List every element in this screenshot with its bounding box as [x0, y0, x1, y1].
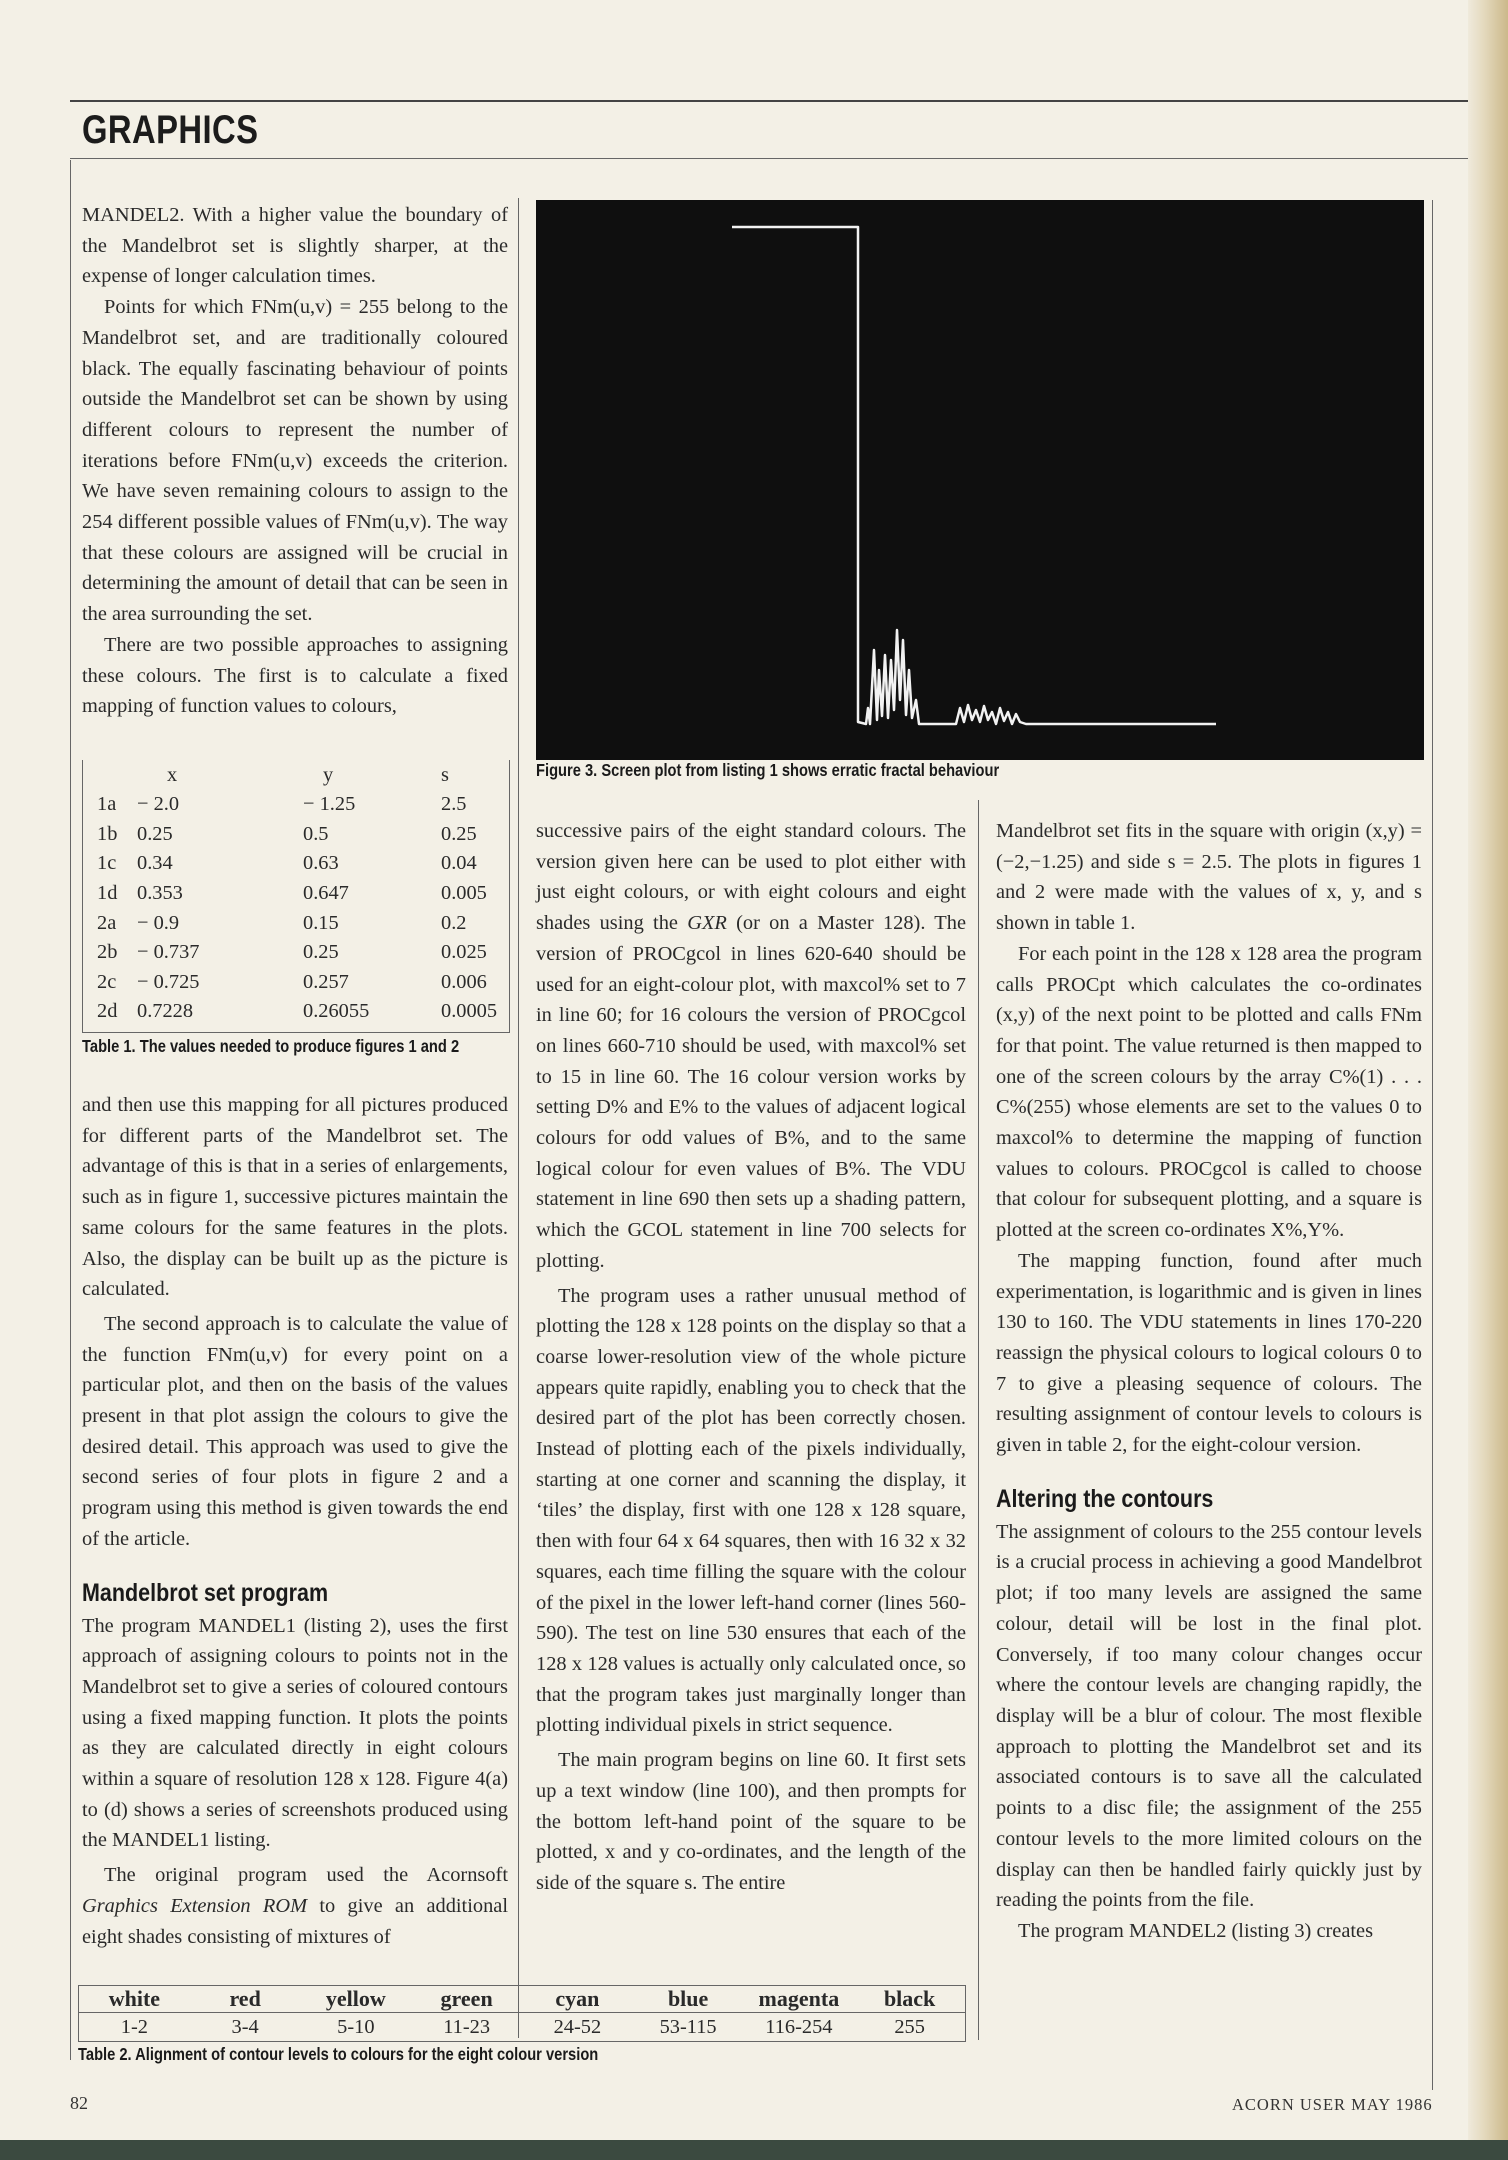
table-cell: 2b — [97, 941, 118, 964]
paragraph: The mapping function, found after much experimentation, is logarithmic and is given in lines 130 to 160. The VDU statements in lines 170-220 reassign the physical colours to logical colours 0 to 7 to give a pleasing sequence of colours. The resulting assignment of contour levels to colours is given in table 2, for the eight-colour version. — [996, 1249, 1422, 1457]
table-cell: 0.5 — [303, 822, 329, 845]
table-header-row — [79, 1986, 965, 2013]
table-cell: 0.25 — [137, 822, 173, 845]
table-row — [83, 790, 509, 820]
table-cell: − 0.725 — [137, 970, 200, 993]
table-cell: 0.2 — [441, 911, 467, 934]
table-cell: − 2.0 — [137, 793, 180, 816]
table-cell: 1c — [97, 852, 117, 875]
table-header: white — [79, 1986, 190, 2013]
page-bottom-edge — [0, 2140, 1508, 2160]
paragraph: The program MANDEL2 (listing 3) creates — [1018, 1919, 1374, 1942]
table-cell: 2.5 — [441, 793, 467, 816]
table-cell: − 0.737 — [137, 941, 200, 964]
table-cell: 0.26055 — [303, 1000, 370, 1023]
paragraph: Points for which FNm(u,v) = 255 belong to the Mandelbrot set, and are traditionally coloured black. The equally fascinating behaviour of points outside the Mandelbrot set can be shown by using different colours to represent the number of iterations before FNm(u,v) exceeds the criterion. We have seven remaining colours to assign to the 254 different possible values of FNm(u,v). The way that these colours are assigned will be crucial in determining the amount of detail that can be seen in the area surrounding the set. — [82, 296, 508, 626]
table-cell: 2c — [97, 970, 117, 993]
column-divider — [518, 198, 519, 2038]
left-margin-rule — [70, 160, 71, 2060]
table-2-caption: Table 2. Alignment of contour levels to colours for the eight colour version — [78, 2044, 599, 2064]
column-2 — [536, 816, 966, 1899]
page-number: 82 — [70, 2093, 88, 2113]
table-cell: 3-4 — [231, 2015, 259, 2038]
table-header: green — [411, 1986, 522, 2013]
table-header: red — [190, 1986, 301, 2013]
table-cell: 2d — [97, 1000, 118, 1023]
magazine-issue: ACORN USER MAY 1986 — [1232, 2095, 1433, 2114]
table-header: blue — [633, 1986, 744, 2013]
column-1-bottom — [82, 1090, 508, 1952]
table-row — [83, 968, 509, 998]
table-cell: 1d — [97, 882, 118, 905]
table-cell: 11-23 — [443, 2015, 491, 2038]
fractal-plot — [536, 200, 1424, 760]
column-3 — [996, 816, 1422, 1947]
paragraph: The main program begins on line 60. It first sets up a text window (line 100), and then prompts for the bottom left-hand point of the square to be plotted, x and y co-ordinates, and the length of the side of the square s. The entire — [536, 1749, 966, 1894]
table-cell: 0.25 — [441, 822, 477, 845]
paragraph: The original program used the Acornsoft Graphics Extension ROM to give an additional eight shades consisting of mixtures of — [82, 1864, 508, 1948]
table-header: y — [323, 763, 334, 786]
table-header — [83, 760, 133, 790]
paragraph: successive pairs of the eight standard colours. The version given here can be used to plot either with just eight colours, or with eight colours and eight shades using the GXR (or on a Master 128). The version of PROCgcol in lines 620-640 should be used for an eight-colour plot, with maxcol% set to 7 in line 60; for 16 colours the version of PROCgcol on lines 660-710 should be used, with maxcol% set to 15 in line 60. The 16 colour version works by setting D% and E% to the values of adjacent logical colours for odd values of B%, and to the same logical colour for even values of B%. The VDU statement in line 690 then sets up a shading pattern, which the GCOL statement in line 700 selects for plotting. — [536, 820, 966, 1272]
paragraph: Mandelbrot set fits in the square with origin (x,y) = (−2,−1.25) and side s = 2.5. The plots in figures 1 and 2 were made with the values of x, y, and s shown in table 1. — [996, 820, 1422, 935]
table-cell: 0.25 — [303, 941, 339, 964]
table-header: s — [441, 763, 449, 786]
table-cell: 255 — [894, 2015, 925, 2038]
table-cell: 53-115 — [659, 2015, 717, 2038]
table-cell: 116-254 — [765, 2015, 833, 2038]
table-header: black — [854, 1986, 965, 2013]
table-cell: 0.005 — [441, 882, 487, 905]
paragraph: The program MANDEL1 (listing 2), uses the first approach of assigning colours to points not in the Mandelbrot set to give a series of coloured contours using a fixed mapping function. It plots the points as they are calculated directly in eight colours within a square of resolution 128 x 128. Figure 4(a) to (d) shows a series of screenshots produced using the MANDEL1 listing. — [82, 1614, 508, 1852]
table-header: magenta — [744, 1986, 855, 2013]
table-cell: 5-10 — [337, 2015, 375, 2038]
table-row — [79, 2013, 965, 2042]
table-cell: 0.0005 — [441, 1000, 498, 1023]
table-row — [83, 938, 509, 968]
subheading: Altering the contours — [996, 1484, 1214, 1513]
table-cell: 0.34 — [137, 852, 173, 875]
table-cell: − 0.9 — [137, 911, 180, 934]
table-cell: 24-52 — [553, 2015, 602, 2038]
section-title: GRAPHICS — [82, 108, 259, 152]
table-cell: 0.025 — [441, 941, 487, 964]
table-cell: 0.647 — [303, 882, 349, 905]
page-edge-shadow — [1468, 0, 1508, 2160]
column-divider — [1432, 200, 1433, 2090]
table-cell: 1b — [97, 822, 118, 845]
top-rule — [70, 100, 1468, 102]
table-cell: − 1.25 — [303, 793, 356, 816]
title-rule — [70, 158, 1468, 159]
table-header: x — [167, 763, 178, 786]
table-header-row — [83, 760, 509, 790]
table-cell: 2a — [97, 911, 117, 934]
table-2 — [78, 1985, 966, 2042]
paragraph: The program uses a rather unusual method of plotting the 128 x 128 points on the display so that a coarse lower-resolution view of the whole picture appears quite rapidly, enabling you to check that the desired part of the plot has been correctly chosen. Instead of plotting each of the pixels individually, starting at one corner and scanning the display, it ‘tiles’ the display, first with one 128 x 128 square, then with four 64 x 64 squares, then with 16 32 x 32 squares, each time filling the square with the colour of the pixel in the lower left-hand corner (lines 560-590). The test on line 530 ensures that each of the 128 x 128 values is actually only calculated once, so that the program takes just marginally longer than plotting individual pixels in strict sequence. — [536, 1284, 966, 1737]
table-cell: 0.04 — [441, 852, 477, 875]
table-cell: 0.257 — [303, 970, 349, 993]
table-cell: 0.15 — [303, 911, 339, 934]
table-row — [83, 997, 509, 1027]
table-cell: 1-2 — [120, 2015, 148, 2038]
paragraph: MANDEL2. With a higher value the boundary of the Mandelbrot set is slightly sharper, at the expense of longer calculation times. — [82, 204, 508, 288]
paragraph: and then use this mapping for all pictures produced for different parts of the Mandelbrot set. The advantage of this is that in a series of enlargements, such as in figure 1, successive pictures maintain the same colours for the same features in the plots. Also, the display can be built up as the picture is calculated. — [82, 1094, 508, 1301]
table-cell: 1a — [97, 793, 117, 816]
table-cell: 0.006 — [441, 970, 487, 993]
table-cell: 0.7228 — [137, 1000, 194, 1023]
paragraph: The second approach is to calculate the value of the function FNm(u,v) for every point on a particular plot, and then on the basis of the values present in that plot assign the colours to give the desired detail. This approach was used to give the second series of four plots in figure 2 and a program using this method is given towards the end of the article. — [82, 1312, 508, 1550]
column-divider — [978, 800, 979, 2040]
table-row — [83, 879, 509, 909]
table-row — [83, 908, 509, 938]
paragraph: There are two possible approaches to assigning these colours. The first is to calculate a fixed mapping of function values to colours, — [82, 633, 508, 718]
table-1 — [82, 760, 510, 1033]
table-cell: 0.63 — [303, 852, 339, 875]
table-row — [83, 849, 509, 879]
figure-3-screen-plot — [536, 200, 1424, 760]
paragraph: For each point in the 128 x 128 area the program calls PROCpt which calculates the co-ordinates (x,y) of the next point to be plotted and calls FNm for that point. The value returned is then mapped to one of the screen colours by the array C%(1) . . . C%(255) whose elements are set to the values 0 to maxcol% to determine the mapping of function values to colours. PROCgcol is called to choose that colour for subsequent plotting, and a square is plotted at the screen co-ordinates X%,Y%. — [996, 942, 1422, 1242]
figure-3-caption: Figure 3. Screen plot from listing 1 shows erratic fractal behaviour — [536, 760, 1000, 780]
table-header: yellow — [301, 1986, 412, 2013]
column-1-top — [82, 200, 508, 722]
subheading: Mandelbrot set program — [82, 1578, 329, 1607]
table-1-caption: Table 1. The values needed to produce figures 1 and 2 — [82, 1036, 460, 1056]
paragraph: The assignment of colours to the 255 contour levels is a crucial process in achieving a good Mandelbrot plot; if too many levels are assigned the same colour, detail will be lost in the final plot. Conversely, if too many colour changes occur where the contour levels are changing rapidly, the display will be a blur of colour. The most flexible approach to plotting the Mandelbrot set and its associated contours is to save all the calculated points to a disc file; the assignment of the 255 contour levels to the more limited colours on the display can then be handled fairly quickly just by reading the points from the file. — [996, 1520, 1422, 1912]
table-cell: 0.353 — [137, 882, 183, 905]
table-header: cyan — [522, 1986, 633, 2013]
table-row — [83, 820, 509, 850]
